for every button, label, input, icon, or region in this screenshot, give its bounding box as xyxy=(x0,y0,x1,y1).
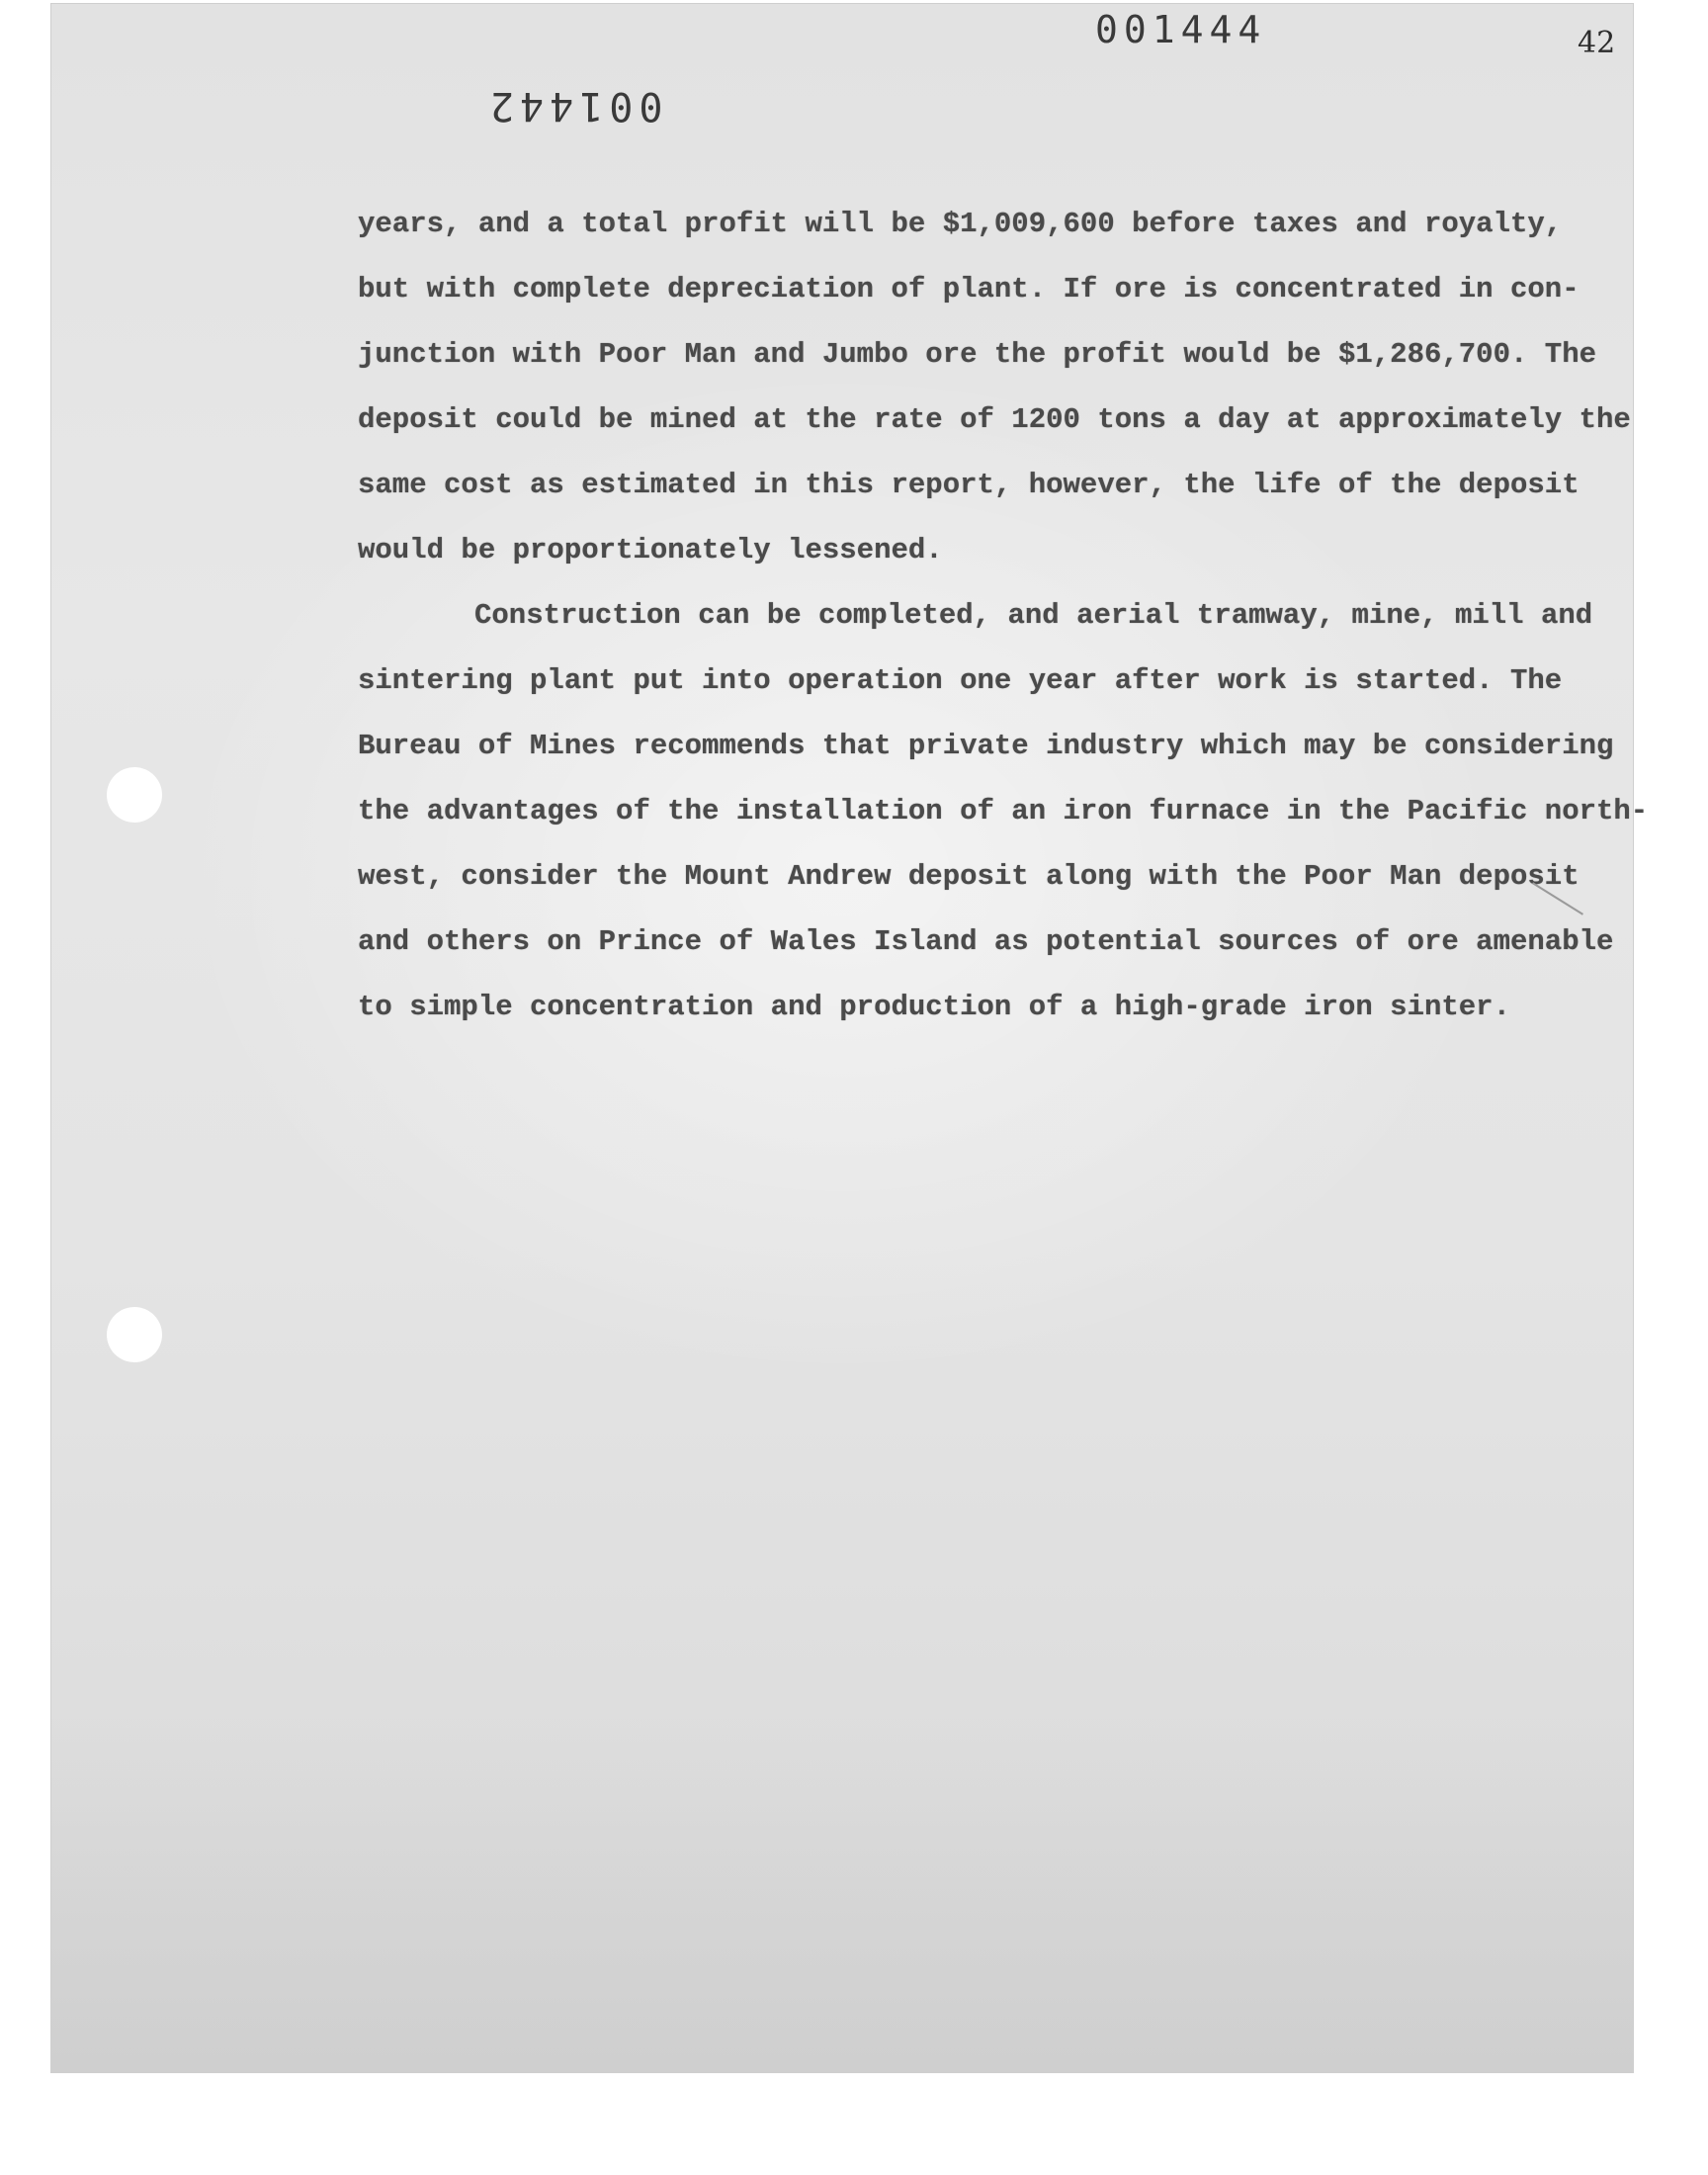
document-body xyxy=(358,192,1649,1040)
punch-hole-top xyxy=(107,767,162,823)
paragraph-1-line-6: would be proportionately lessened. xyxy=(358,534,943,566)
paragraph-1-line-4: deposit could be mined at the rate of 1200 tons a day at approximately the xyxy=(358,403,1631,436)
paragraph-2-line-2: sintering plant put into operation one year after work is started. The xyxy=(358,664,1563,697)
paragraph-2-line-4: the advantages of the installation of an iron furnace in the Pacific north- xyxy=(358,795,1649,827)
paragraph-2-line-6: and others on Prince of Wales Island as potential sources of ore amenable xyxy=(358,925,1614,958)
punch-hole-bottom xyxy=(107,1307,162,1362)
document-stamp-top: 001444 xyxy=(1095,8,1267,51)
document-stamp-left: 001442 xyxy=(484,83,663,129)
paragraph-1-line-5: same cost as estimated in this report, however, the life of the deposit xyxy=(358,469,1580,501)
page-number: 42 xyxy=(1578,26,1616,60)
paragraph-2-line-1: Construction can be completed, and aerial tramway, mine, mill and xyxy=(474,599,1593,632)
document-page xyxy=(51,4,1649,2072)
paragraph-2-line-3: Bureau of Mines recommends that private industry which may be considering xyxy=(358,730,1614,762)
paragraph-1-line-2: but with complete depreciation of plant. If ore is concentrated in con- xyxy=(358,273,1580,305)
paragraph-2-line-7: to simple concentration and production of a high-grade iron sinter. xyxy=(358,991,1510,1023)
paragraph-1-line-3: junction with Poor Man and Jumbo ore the profit would be $1,286,700. The xyxy=(358,338,1597,371)
paragraph-2-line-5: west, consider the Mount Andrew deposit along with the Poor Man deposit xyxy=(358,860,1580,893)
paragraph-1-line-1: years, and a total profit will be $1,009,600 before taxes and royalty, xyxy=(358,208,1563,240)
